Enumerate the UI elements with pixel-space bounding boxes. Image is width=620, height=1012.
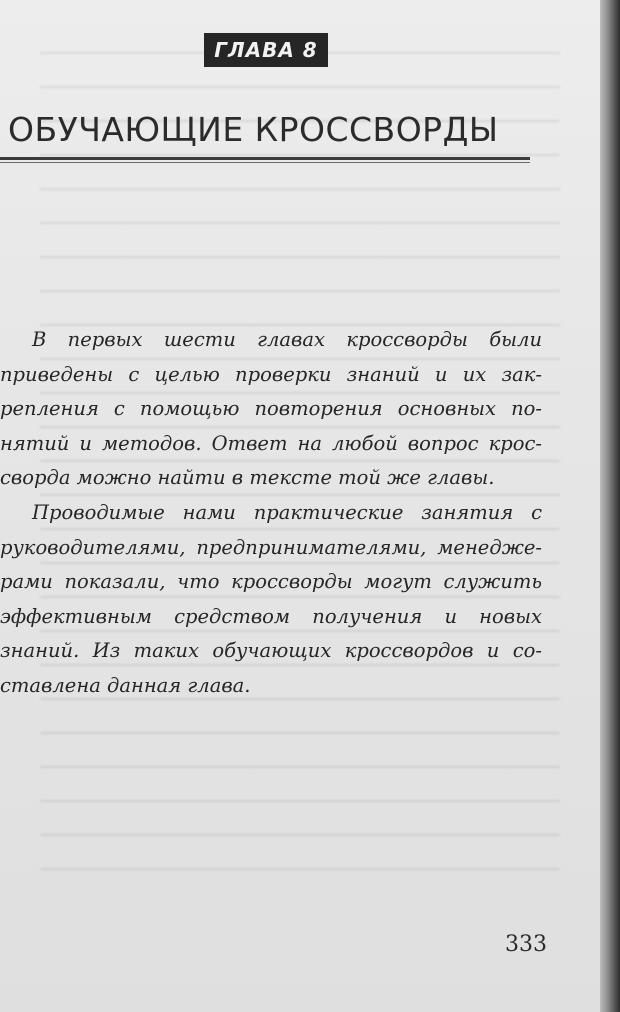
chapter-label: ГЛАВА 8 xyxy=(204,33,328,67)
chapter-title: ОБУЧАЮЩИЕ КРОССВОРДЫ xyxy=(8,110,499,149)
title-underline xyxy=(0,157,530,160)
text-line: эффективным средством получения и новых xyxy=(0,604,542,628)
book-spine-edge xyxy=(600,0,620,1012)
chapter-intro-text xyxy=(0,323,542,704)
text-line: ставлена данная глава. xyxy=(0,673,251,697)
text-line: Проводимые нами практические занятия с xyxy=(32,500,542,524)
text-line: В первых шести главах кроссворды были xyxy=(32,328,542,351)
text-line: нятий и методов. Ответ на любой вопрос крос- xyxy=(0,431,542,455)
text-line: сворда можно найти в тексте той же главы. xyxy=(0,466,495,490)
text-line: репления с помощью повторения основных по- xyxy=(0,397,542,421)
text-line: приведены с целью проверки знаний и их зак- xyxy=(0,362,542,386)
title-underline-thin xyxy=(0,162,530,163)
text-line: знаний. Из таких обучающих кроссвордов и со- xyxy=(0,639,542,663)
page-number: 333 xyxy=(505,932,547,957)
paragraph-1 xyxy=(0,323,542,496)
text-line: руководителями, предпринимателями, менедже- xyxy=(0,535,542,559)
text-line: рами показали, что кроссворды могут служить xyxy=(0,570,542,594)
paragraph-2 xyxy=(0,496,542,704)
